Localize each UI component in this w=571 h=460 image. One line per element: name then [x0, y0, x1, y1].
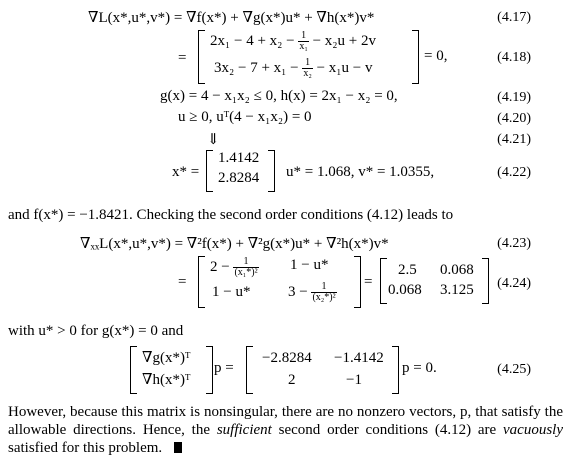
row1-text-b: − x₂u + 2v [308, 32, 376, 49]
hessian-value: 2.5 [398, 262, 417, 278]
matrix-row-2 [214, 58, 373, 79]
hessian-entry: 1 − u* [290, 257, 329, 273]
equation-number: (4.25) [497, 362, 531, 377]
x-star-label: x* = [172, 164, 200, 180]
equation-rhs: = 0, [424, 48, 448, 64]
paragraph: and f(x*) = −1.8421. Checking the second order conditions (4.12) leads to [8, 207, 454, 223]
right-bracket [268, 150, 275, 192]
equation-number: (4.21) [497, 132, 531, 147]
matrix-entry: −1 [346, 372, 362, 388]
paragraph: However, because this matrix is nonsingular, there are no nonzero vectors, p, that satisfy the allowable directions. Hence, the sufficient second order conditions (4.12) are vacuously satisfied for this problem. [8, 404, 563, 456]
equation-number: (4.19) [497, 90, 531, 105]
equation-4-17: ∇L(x*,u*,v*) = ∇f(x*) + ∇g(x*)u* + ∇h(x*)v* [88, 10, 375, 26]
vector-entry: 2.8284 [218, 170, 260, 186]
hessian-entry: 2 − $\frac{1}{\text{(x₁*)²}}$ [210, 256, 258, 278]
implies-arrow: ⇓ [207, 132, 220, 148]
left-bracket [246, 346, 253, 394]
equation-number: (4.18) [497, 50, 531, 65]
fraction: $\frac{1}{\text{x₂}}$ [303, 57, 312, 79]
right-bracket [392, 346, 399, 394]
emphasis: sufficient [216, 422, 272, 438]
end-of-proof-square [174, 442, 182, 453]
left-bracket [206, 150, 213, 192]
hessian-entry: 1 − u* [212, 284, 251, 300]
emphasis: vacuously [503, 422, 563, 438]
hessian-value: 3.125 [440, 282, 474, 298]
left-bracket [198, 30, 205, 84]
multiplier-values: u* = 1.068, v* = 1.0355, [286, 164, 435, 180]
equation-number: (4.17) [497, 10, 531, 25]
equation-number: (4.22) [497, 165, 531, 180]
hessian-value: 0.068 [440, 262, 474, 278]
matrix-entry: −1.4142 [334, 350, 384, 366]
row2-text-b: − x₁u − v [312, 59, 373, 76]
left-bracket [130, 346, 137, 394]
left-bracket [380, 258, 387, 304]
right-bracket [354, 256, 361, 308]
right-bracket [206, 346, 213, 394]
equation-4-20: u ≥ 0, uᵀ(4 − x₁x₂) = 0 [178, 109, 312, 125]
paragraph: with u* > 0 for g(x*) = 0 and [8, 323, 184, 339]
equation-4-23: ∇ₓₓL(x*,u*,v*) = ∇²f(x*) + ∇²g(x*)u* + ∇²h(x*)v* [80, 236, 389, 252]
gradient-row: ∇h(x*)ᵀ [142, 372, 191, 388]
equation-number: (4.24) [497, 276, 531, 291]
equation-rhs: p = 0. [402, 360, 437, 376]
row2-text: 3x₂ − 7 + x₁ − [214, 59, 303, 76]
matrix-entry: −2.8284 [262, 350, 312, 366]
right-bracket [412, 30, 419, 84]
left-bracket [198, 256, 205, 308]
fraction: $\frac{1}{\text{x₁}}$ [299, 30, 308, 52]
equals-sign: = [178, 50, 187, 66]
vector-entry: 1.4142 [218, 150, 260, 166]
matrix-row-1 [210, 31, 376, 52]
hessian-value: 0.068 [388, 282, 422, 298]
equation-number: (4.23) [497, 236, 531, 251]
hessian-entry: 3 − $\frac{1}{\text{(x₂*)²}}$ [288, 281, 336, 303]
right-bracket [482, 258, 489, 304]
p-label: p = [214, 360, 234, 376]
equals-sign: = [178, 274, 187, 290]
equation-4-19: g(x) = 4 − x₁x₂ ≤ 0, h(x) = 2x₁ − x₂ = 0, [160, 88, 398, 104]
row1-text: 2x₁ − 4 + x₂ − [210, 32, 299, 49]
gradient-row: ∇g(x*)ᵀ [142, 350, 191, 366]
equation-number: (4.20) [497, 111, 531, 126]
matrix-entry: 2 [288, 372, 296, 388]
equals-sign: = [364, 274, 373, 290]
